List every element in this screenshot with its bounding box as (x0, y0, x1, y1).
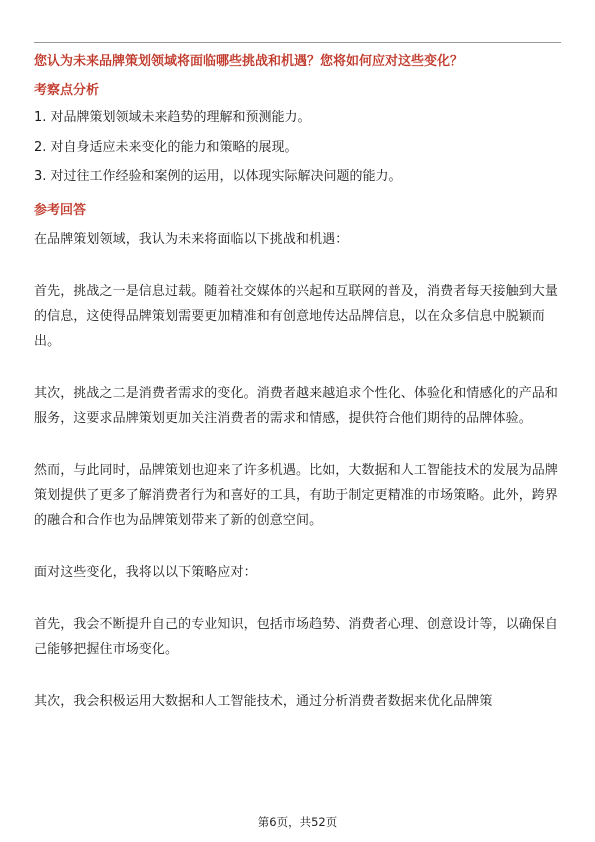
document-page (34, 0, 561, 842)
answer-paragraph-1: 在品牌策划领域，我认为未来将面临以下挑战和机遇： (34, 232, 349, 247)
analysis-point-2: 2. 对自身适应未来变化的能力和策略的展现。 (34, 140, 298, 155)
answer-paragraph-2: 首先，挑战之一是信息过载。随着社交媒体的兴起和互联网的普及，消费者每天接触到大量的信息，这使得品牌策划需要更加精准和有创意地传达品牌信息，以在众多信息中脱颖而出。 (34, 284, 559, 349)
question-title: 您认为未来品牌策划领域将面临哪些挑战和机遇？您将如何应对这些变化？ (34, 54, 464, 69)
page-number: 第6页，共52页 (257, 815, 338, 829)
answer-paragraph-7: 其次，我会积极运用大数据和人工智能技术，通过分析消费者数据来优化品牌策 (34, 694, 493, 709)
analysis-heading: 考察点分析 (34, 83, 100, 98)
answer-paragraph-5: 面对这些变化，我将以以下策略应对： (34, 565, 257, 580)
answer-paragraph-3: 其次，挑战之二是消费者需求的变化。消费者越来越追求个性化、体验化和情感化的产品和服务，这要求品牌策划更加关注消费者的需求和情感，提供符合他们期待的品牌体验。 (34, 386, 559, 426)
header-rule (34, 42, 561, 43)
answer-paragraph-6: 首先，我会不断提升自己的专业知识，包括市场趋势、消费者心理、创意设计等，以确保自己能够把握住市场变化。 (34, 617, 559, 657)
analysis-point-3: 3. 对过往工作经验和案例的运用，以体现实际解决问题的能力。 (34, 169, 402, 184)
answer-paragraph-4: 然而，与此同时，品牌策划也迎来了许多机遇。比如，大数据和人工智能技术的发展为品牌策划提供了更多了解消费者行为和喜好的工具，有助于制定更精准的市场策略。此外，跨界的融合和合作也为品牌策划带来了新的创意空间。 (34, 463, 559, 528)
answer-heading: 参考回答 (34, 203, 87, 218)
analysis-point-1: 1. 对品牌策划领域未来趋势的理解和预测能力。 (34, 110, 311, 125)
answer-body (34, 227, 561, 741)
